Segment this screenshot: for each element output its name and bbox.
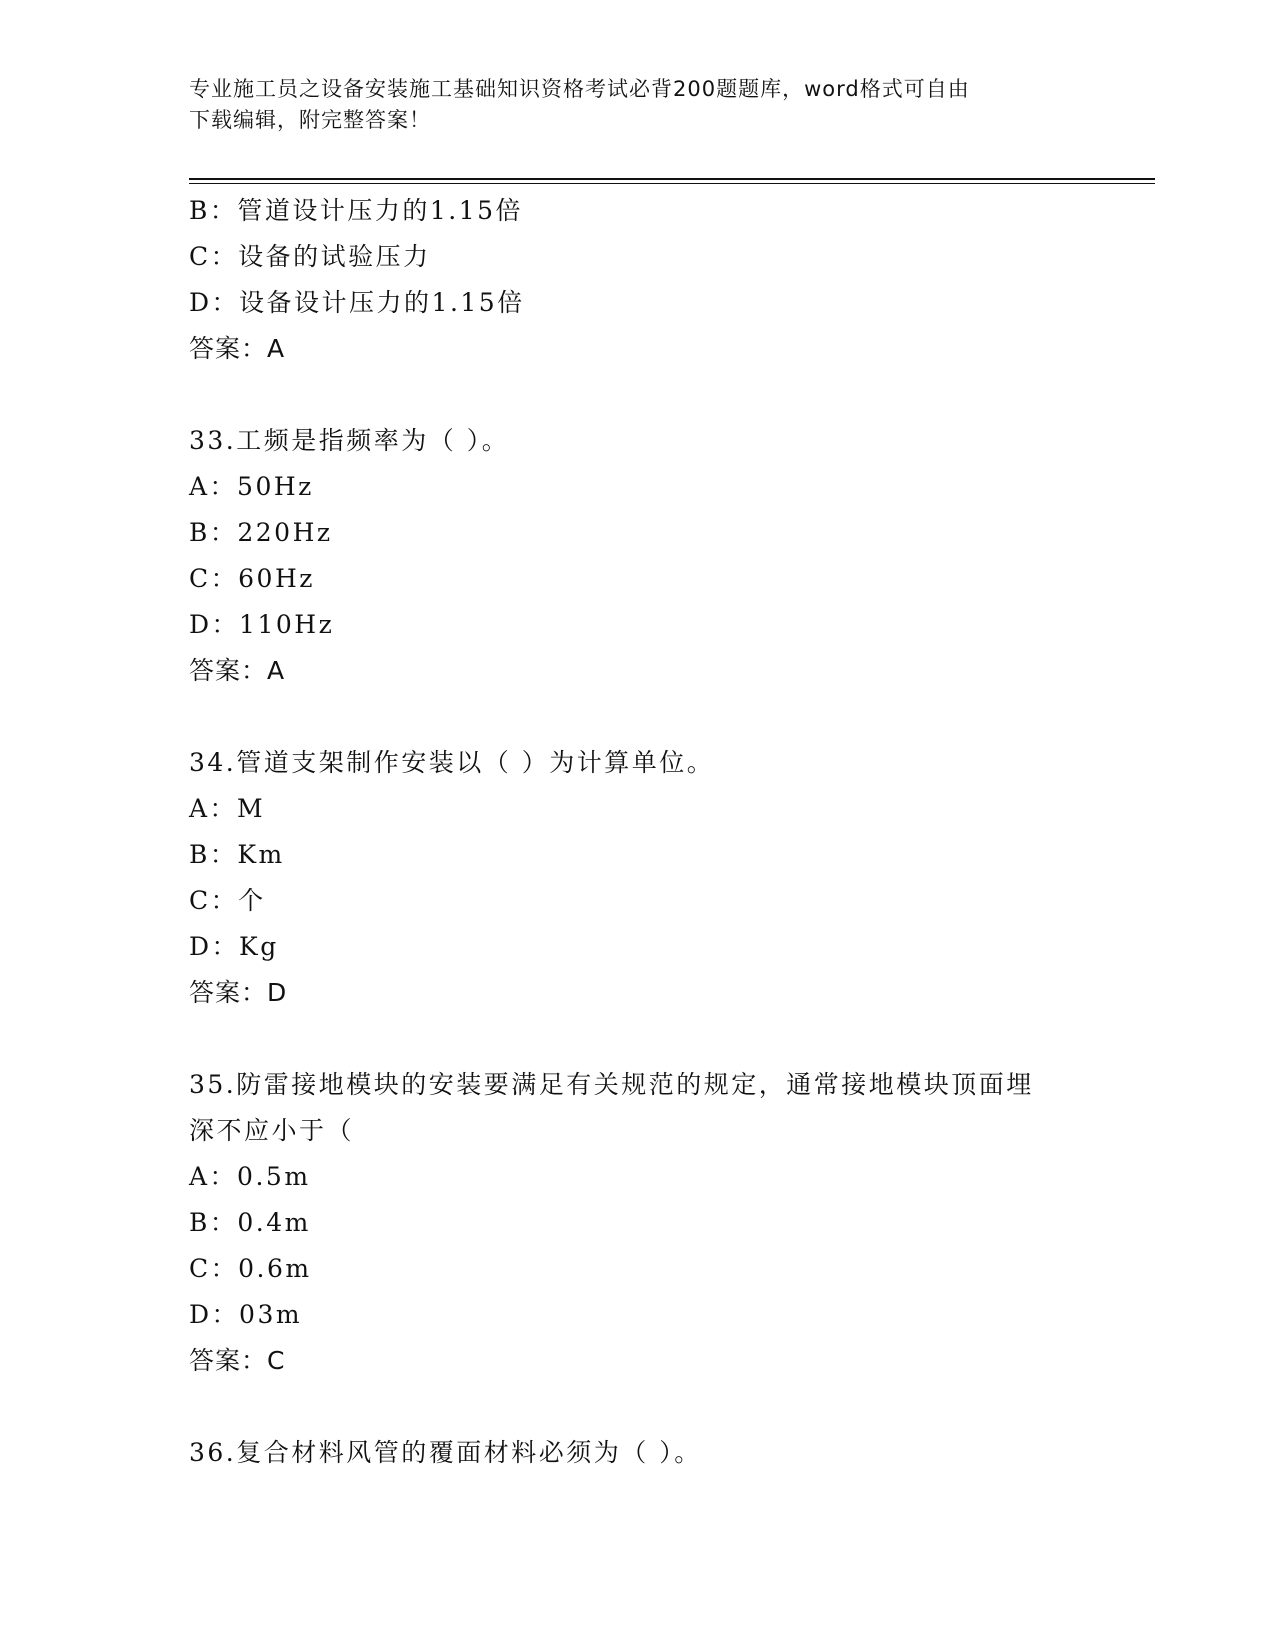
option-b: B：管道设计压力的1.15倍: [189, 196, 524, 225]
option-c: C：设备的试验压力: [189, 242, 431, 271]
question-list: [189, 188, 1089, 1476]
header-divider-thick: [189, 178, 1155, 180]
answer-line: 答案：C: [189, 1346, 286, 1375]
question-stem-line-2: 深不应小于（: [189, 1116, 355, 1145]
option-a: A：50Hz: [189, 472, 314, 501]
option-c: C：个: [189, 886, 266, 915]
option-b: B：Km: [189, 840, 285, 869]
prev-question-block: [189, 188, 1089, 372]
option-d: D：03m: [189, 1300, 303, 1329]
option-a: A：M: [189, 794, 266, 823]
option-b: B：0.4m: [189, 1208, 311, 1237]
header-divider-thin: [189, 183, 1155, 184]
question-36-block: [189, 1430, 1089, 1476]
question-stem: 33.工频是指频率为（ ）。: [189, 426, 510, 455]
answer-line: 答案：A: [189, 334, 286, 363]
option-d: D：110Hz: [189, 610, 335, 639]
option-b: B：220Hz: [189, 518, 333, 547]
question-stem-line-1: 35.防雷接地模块的安装要满足有关规范的规定，通常接地模块顶面埋: [189, 1070, 1034, 1099]
option-d: D：设备设计压力的1.15倍: [189, 288, 525, 317]
header-line-1: 专业施工员之设备安装施工基础知识资格考试必背200题题库，word格式可自由: [189, 77, 970, 101]
option-d: D：Kg: [189, 932, 279, 961]
document-header: [189, 74, 1069, 136]
option-c: C：0.6m: [189, 1254, 312, 1283]
question-33-block: [189, 418, 1089, 694]
answer-line: 答案：D: [189, 978, 288, 1007]
question-stem: 34.管道支架制作安装以（ ）为计算单位。: [189, 748, 715, 777]
question-35-block: [189, 1062, 1089, 1384]
header-line-2: 下载编辑，附完整答案！: [189, 108, 431, 132]
question-stem: 36.复合材料风管的覆面材料必须为（ ）。: [189, 1438, 702, 1467]
option-a: A：0.5m: [189, 1162, 311, 1191]
option-c: C：60Hz: [189, 564, 315, 593]
question-34-block: [189, 740, 1089, 1016]
answer-line: 答案：A: [189, 656, 286, 685]
